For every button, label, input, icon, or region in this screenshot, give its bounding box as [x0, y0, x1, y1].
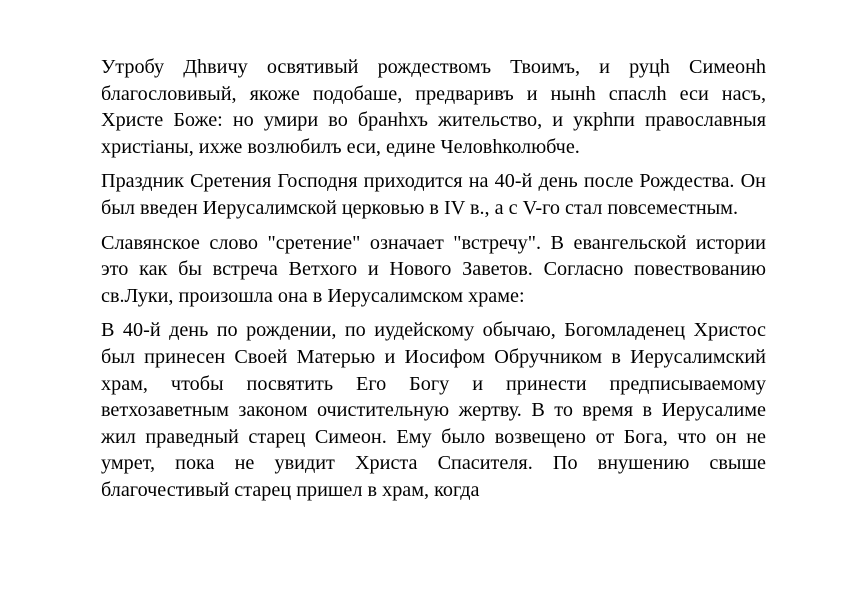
- gospel-account-paragraph: В 40-й день по рождении, по иудейскому обычаю, Богомладенец Христос был принесен Своей Матерью и Иосифом Обручником в Иерусалимский храм, чтобы посвятить Его Богу и принести предписываемому ветхозаветным законом очистительную жертву. В то время в Иерусалиме жил праведный старец Симеон. Ему было возвещено от Бога, что он не умрет, пока не увидит Христа Спасителя. По внушению свыше благочестивый старец пришел в храм, когда: [101, 319, 766, 501]
- troparion-paragraph: Утробу Дhвичу освятивый рождествомъ Твоимъ, и руцh Симеонh благословивый, якоже подобаше, предваривъ и нынh спаслh еси насъ, Христе Боже: но умири во бранhхъ жительство, и укрhпи православныя христiаны, ихже возлюбилъ еси, едине Человhколюбче.: [101, 56, 766, 158]
- feast-intro-paragraph: Праздник Сретения Господня приходится на 40-й день после Рождества. Он был введен Иерусалимской церковью в IV в., а с V-го стал повсеместным.: [101, 170, 766, 219]
- word-meaning-paragraph: Славянское слово "сретение" означает "встречу". В евангельской истории это как бы встреча Ветхого и Нового Заветов. Согласно повествованию св.Луки, произошла она в Иерусалимском храме:: [101, 231, 766, 307]
- document-page: [101, 54, 766, 512]
